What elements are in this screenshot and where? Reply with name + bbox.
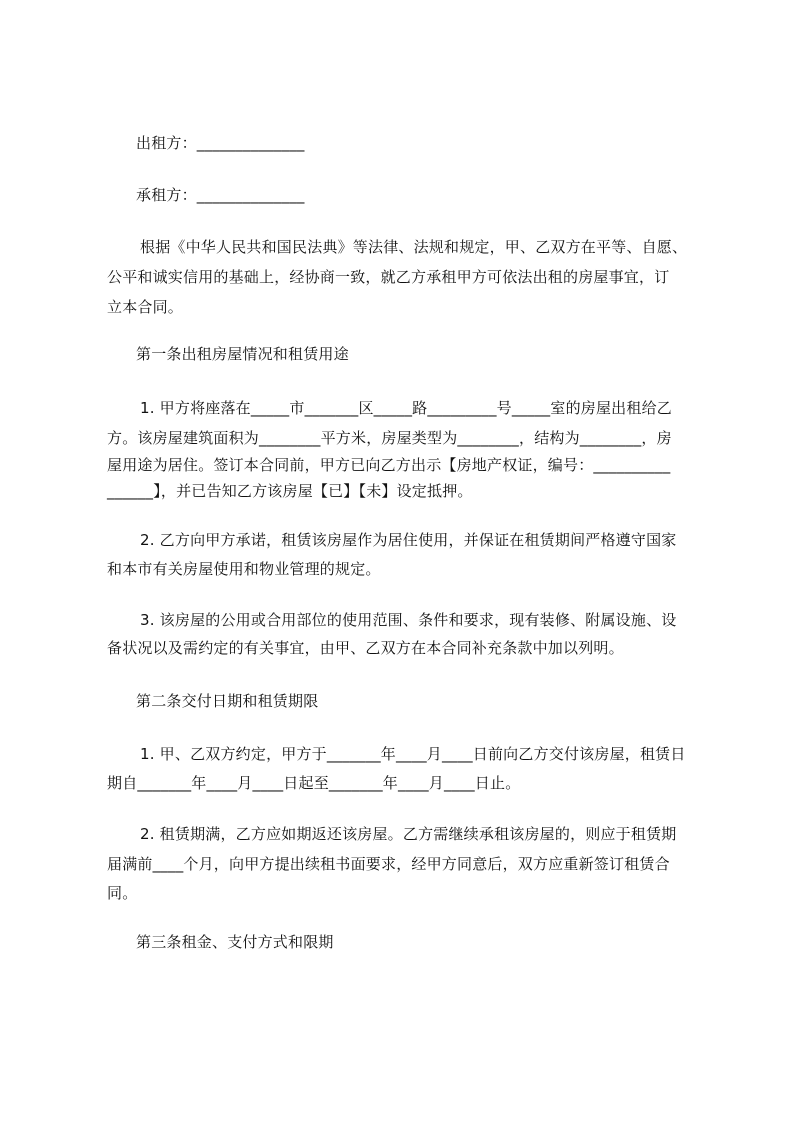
article2-item2-line: 2. 租赁期满，乙方应如期返还该房屋。乙方需继续承租该房屋的，则应于租赁期 bbox=[140, 825, 677, 843]
lessee-line: 承租方：______________ bbox=[136, 186, 305, 204]
article1-item2-line: 2. 乙方向甲方承诺，租赁该房屋作为居住使用，并保证在租赁期间严格遵守国家 bbox=[140, 531, 677, 549]
preamble-line: 立本合同。 bbox=[107, 298, 184, 316]
preamble-line: 根据《中华人民共和国民法典》等法律、法规和规定，甲、乙双方在平等、自愿、 bbox=[140, 238, 688, 256]
article1-item1-line: 屋用途为居住。签订本合同前，甲方已向乙方出示【房地产权证，编号：__________ bbox=[107, 456, 671, 474]
article2-item2-line: 同。 bbox=[107, 884, 138, 902]
article1-item3-line: 备状况以及需约定的有关事宜，由甲、乙双方在本合同补充条款中加以列明。 bbox=[107, 639, 624, 657]
article1-item3-line: 3. 该房屋的公用或合用部位的使用范围、条件和要求，现有装修、附属设施、设 bbox=[140, 611, 677, 629]
article3-title: 第三条租金、支付方式和限期 bbox=[136, 933, 334, 951]
article1-item1-line: ______】，并已告知乙方该房屋【已】【未】设定抵押。 bbox=[107, 482, 473, 500]
article2-item1-line: 期自_______年____月____日起至_______年____月____日止。 bbox=[107, 774, 521, 792]
article1-item2-line: 和本市有关房屋使用和物业管理的规定。 bbox=[107, 560, 381, 578]
article2-item2-line: 届满前____个月，向甲方提出续租书面要求，经甲方同意后，双方应重新签订租赁合 bbox=[107, 855, 670, 873]
preamble-line: 公平和诚实信用的基础上，经协商一致，就乙方承租甲方可依法出租的房屋事宜，订 bbox=[107, 268, 670, 286]
lessor-line: 出租方：______________ bbox=[136, 134, 305, 152]
article2-item1-line: 1. 甲、乙双方约定，甲方于_______年____月____日前向乙方交付该房屋，租赁日 bbox=[140, 745, 686, 763]
article2-title: 第二条交付日期和租赁期限 bbox=[136, 692, 319, 710]
article1-item1-line: 方。该房屋建筑面积为________平方米，房屋类型为________，结构为________，房 bbox=[107, 429, 672, 447]
article1-item1-line: 1. 甲方将座落在_____市_______区_____路_________号_____室的房屋出租给乙 bbox=[140, 399, 672, 417]
article1-title: 第一条出租房屋情况和租赁用途 bbox=[136, 345, 349, 363]
